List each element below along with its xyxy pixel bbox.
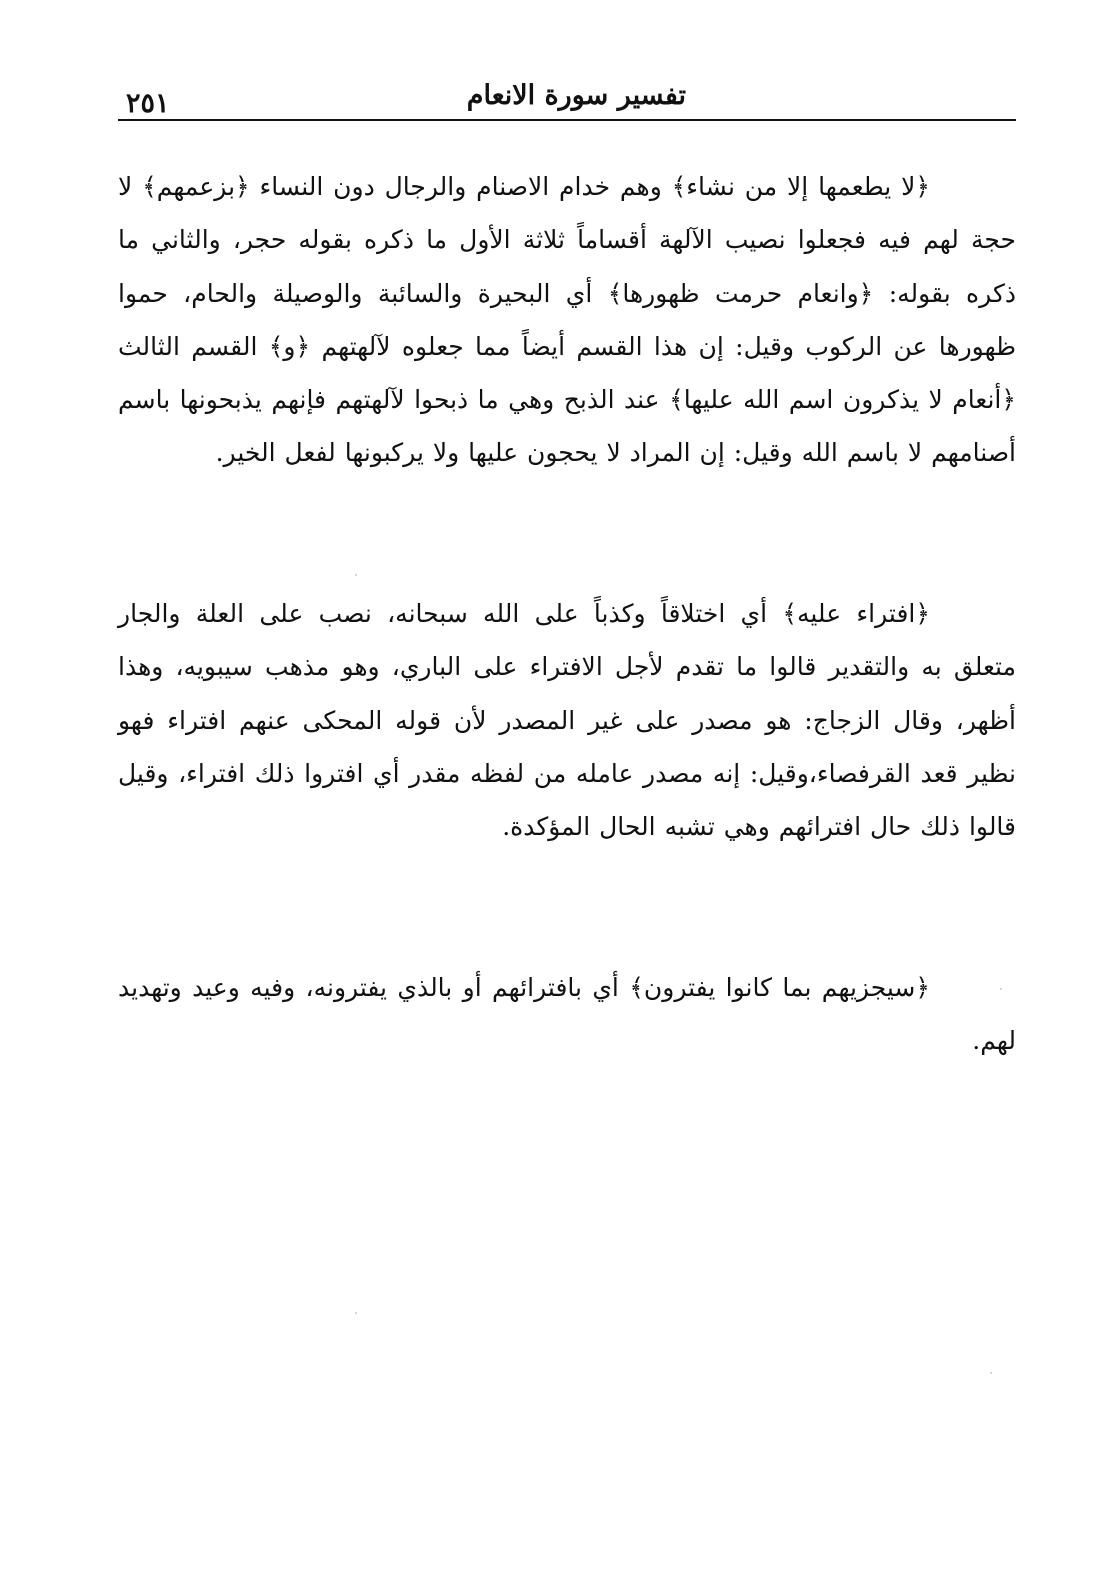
page-number: ٢٥١ — [126, 88, 170, 119]
paragraph-1-text: ﴿لا يطعمها إلا من نشاء﴾ وهم خدام الاصنام والرجال دون النساء ﴿بزعمهم﴾ لا حجة لهم فيه فجعلوا نصيب الآلهة أقساماً ثلاثة الأول ما ذكره بقوله حجر، والثاني ما ذكره بقوله: ﴿وانعام حرمت ظهورها﴾ أي البحيرة والسائبة والوصيلة والحام، حموا ظهورها عن الركوب وقيل: إن هذا القسم أيضاً مما جعلوه لآلهتهم ﴿و﴾ القسم الثالث ﴿أنعام لا يذكرون اسم الله عليها﴾ عند الذبح وهي ما ذبحوا لآلهتهم فإنهم يذبحونها باسم أصنامهم لا باسم الله وقيل: إن المراد لا يحجون عليها ولا يركبونها لفعل الخير. — [118, 172, 1016, 468]
paragraph-3-text: ﴿سيجزيهم بما كانوا يفترون﴾ أي بافترائهم أو بالذي يفترونه، وفيه وعيد وتهديد لهم. — [118, 973, 1016, 1056]
running-header — [118, 78, 1016, 120]
scan-speck — [355, 574, 357, 576]
header-rule — [118, 119, 1016, 121]
scan-speck — [990, 1372, 992, 1374]
paragraph-2-text: ﴿افتراء عليه﴾ أي اختلاقاً وكذباً على الله سبحانه، نصب على العلة والجار متعلق به والتقدير قالوا ما تقدم لأجل الافتراء على الباري، وهو مذهب سيبويه، وهذا أظهر، وقال الزجاج: هو مصدر على غير المصدر لأن قوله المحكى عنهم افتراء فهو نظير قعد القرفصاء،وقيل: إنه مصدر عامله من لفظه مقدر أي افتروا ذلك افتراء، وقيل قالوا ذلك حال افترائهم وهي تشبه الحال المؤكدة. — [118, 599, 1016, 842]
scan-speck — [355, 1312, 357, 1314]
chapter-title: تفسير سورة الانعام — [466, 80, 686, 111]
paragraph-3 — [118, 961, 1016, 1068]
paragraph-2 — [118, 587, 1016, 853]
paragraph-1 — [118, 160, 1016, 480]
scan-speck — [1000, 988, 1002, 990]
